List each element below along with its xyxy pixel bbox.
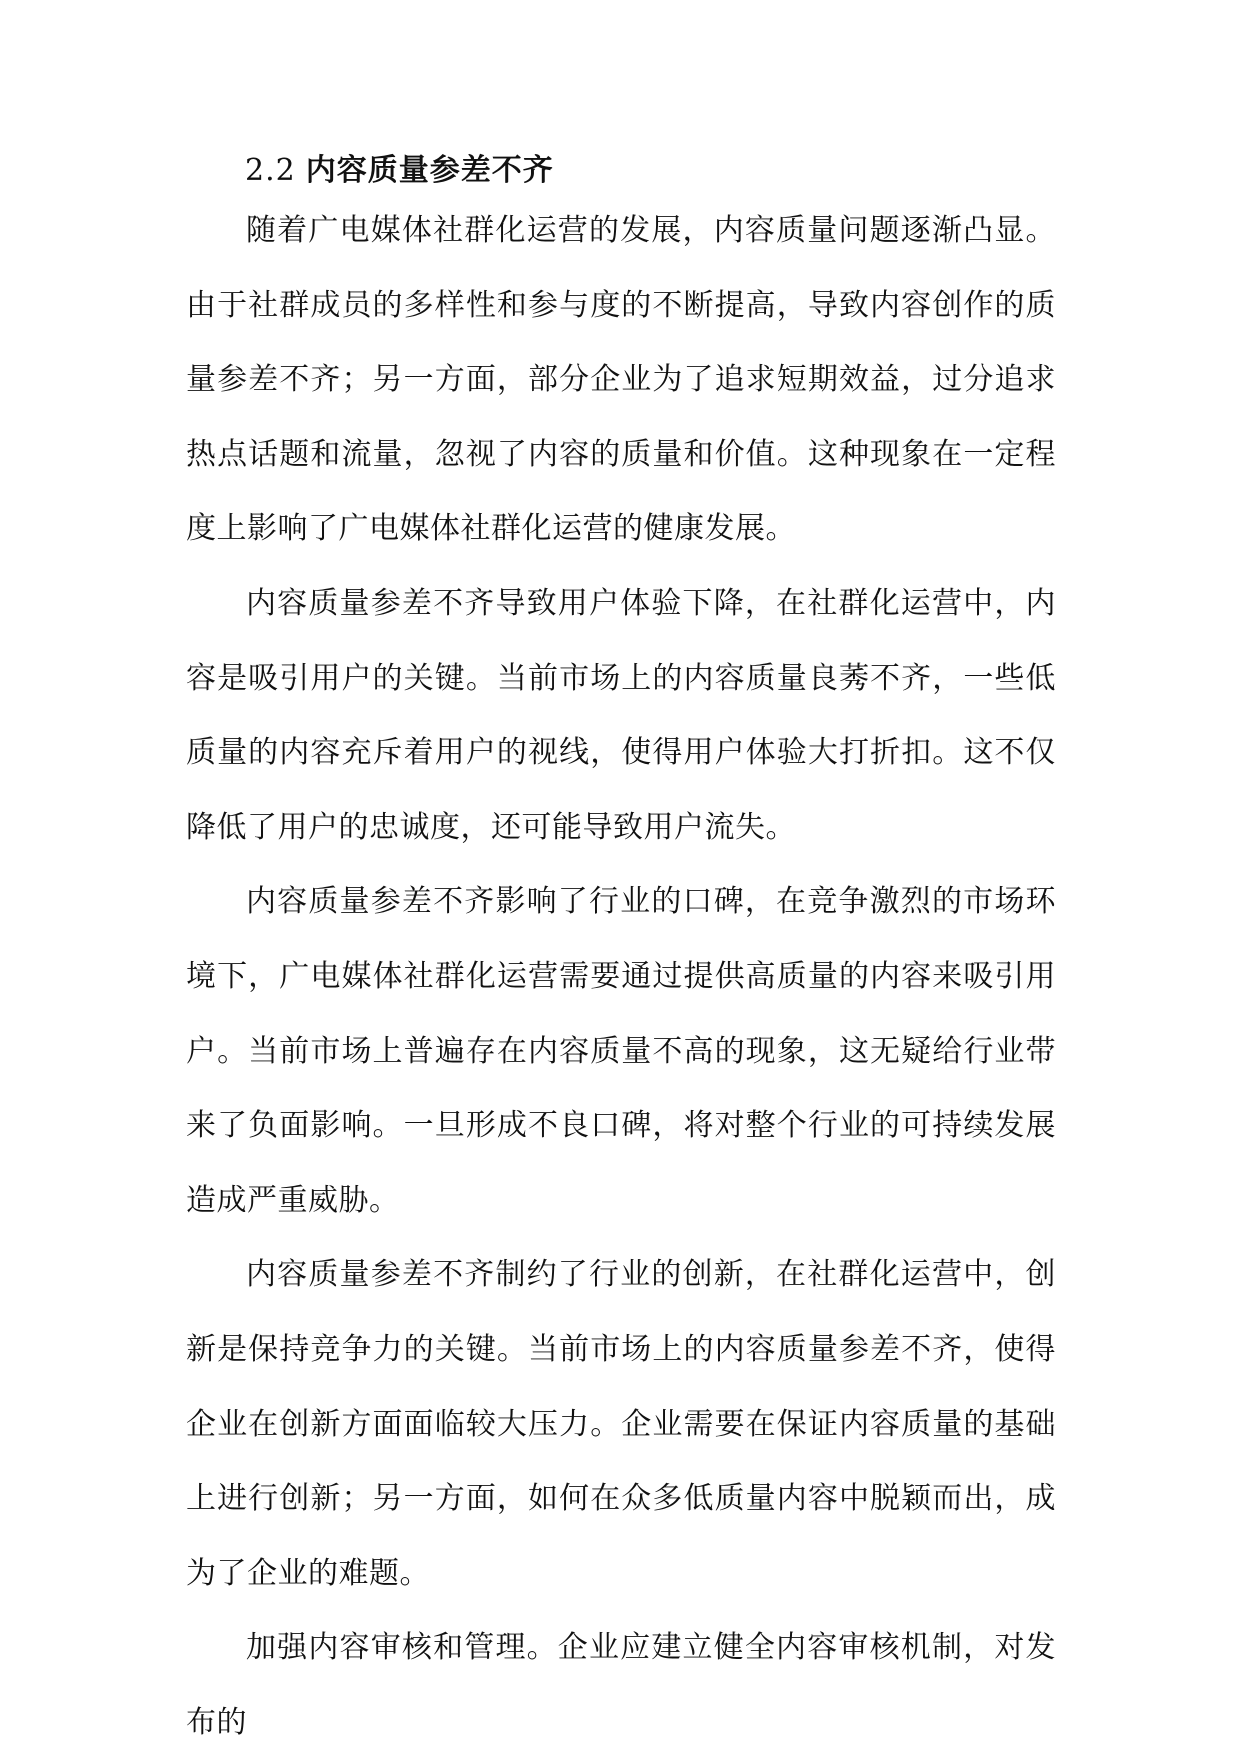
paragraph: 随着广电媒体社群化运营的发展，内容质量问题逐渐凸显。由于社群成员的多样性和参与度的不断提高，导致内容创作的质量参差不齐；另一方面，部分企业为了追求短期效益，过分追求热点话题和流量，忽视了内容的质量和价值。这种现象在一定程度上影响了广电媒体社群化运营的健康发展。 — [186, 213, 1056, 547]
paragraph: 内容质量参差不齐制约了行业的创新，在社群化运营中，创新是保持竞争力的关键。当前市场上的内容质量参差不齐，使得企业在创新方面面临较大压力。企业需要在保证内容质量的基础上进行创新；另一方面，如何在众多低质量内容中脱颖而出，成为了企业的难题。 — [186, 1257, 1056, 1591]
document-body — [186, 194, 1056, 1760]
section-title: 内容质量参差不齐 — [305, 153, 554, 188]
section-heading — [245, 145, 554, 197]
paragraph: 内容质量参差不齐影响了行业的口碑，在竞争激烈的市场环境下，广电媒体社群化运营需要通过提供高质量的内容来吸引用户。当前市场上普遍存在内容质量不高的现象，这无疑给行业带来了负面影响。一旦形成不良口碑，将对整个行业的可持续发展造成严重威胁。 — [186, 884, 1056, 1218]
paragraph: 内容质量参差不齐导致用户体验下降，在社群化运营中，内容是吸引用户的关键。当前市场上的内容质量良莠不齐，一些低质量的内容充斥着用户的视线，使得用户体验大打折扣。这不仅降低了用户的忠诚度，还可能导致用户流失。 — [186, 585, 1056, 845]
section-number: 2.2 — [245, 153, 296, 188]
paragraph: 加强内容审核和管理。企业应建立健全内容审核机制，对发布的 — [186, 1630, 1056, 1740]
